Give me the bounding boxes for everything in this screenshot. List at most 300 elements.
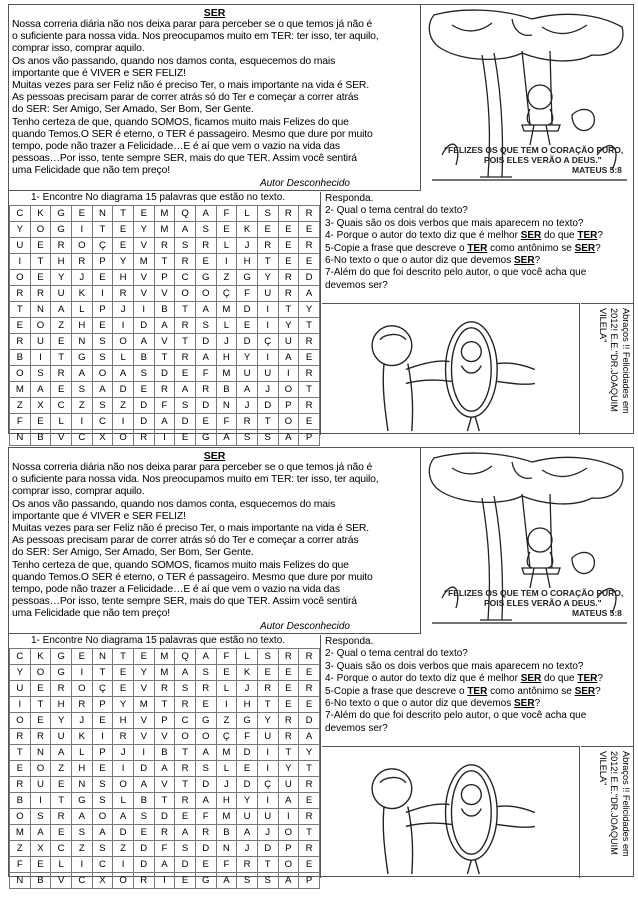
grid-cell: S <box>92 841 113 857</box>
grid-cell: A <box>195 649 216 665</box>
grid-cell: N <box>10 430 31 446</box>
question-text: 6-No texto o que o autor diz que devemos <box>325 698 515 710</box>
question-text: do que <box>541 673 578 685</box>
grid-cell: O <box>30 318 51 334</box>
grid-cell: E <box>299 414 320 430</box>
grid-cell: U <box>278 777 299 793</box>
emphasized-word: SER <box>520 673 542 685</box>
grid-cell: T <box>175 334 196 350</box>
text-line: tempo, pode não trazer a Felicidade…E é aí que vem o vazio na vida das <box>12 141 340 153</box>
text-line: do SER: Ser Amigo, Ser Amado, Ser Bom, Ser Gente. <box>12 547 254 559</box>
grid-cell: V <box>133 270 154 286</box>
grid-cell: T <box>257 414 278 430</box>
grid-cell: N <box>30 745 51 761</box>
text-line: Tenho certeza de que, quando SOMOS, ficamos muito mais Felizes do que <box>12 559 349 571</box>
grid-cell: R <box>299 649 320 665</box>
grid-cell: A <box>175 222 196 238</box>
emphasized-word: SER <box>514 255 535 267</box>
emphasized-word: SER <box>520 230 542 242</box>
girl-on-swing-drawing <box>422 5 634 191</box>
grid-cell: R <box>195 382 216 398</box>
grid-cell: S <box>71 825 92 841</box>
grid-cell: O <box>195 729 216 745</box>
question-text: ? <box>597 230 603 242</box>
text-line: importante que é VIVER e SER FELIZ! <box>12 67 186 79</box>
grid-cell: T <box>113 649 134 665</box>
grid-cell: M <box>216 302 237 318</box>
grid-cell: T <box>154 697 175 713</box>
grid-cell: R <box>71 697 92 713</box>
grid-cell: S <box>257 873 278 889</box>
grid-cell: M <box>10 825 31 841</box>
grid-cell: L <box>51 414 72 430</box>
questions-area <box>322 192 634 302</box>
grid-cell: C <box>71 873 92 889</box>
question-line <box>325 673 631 685</box>
grid-cell: E <box>10 318 31 334</box>
grid-cell: V <box>133 286 154 302</box>
grid-cell: C <box>175 713 196 729</box>
text-line: As pessoas precisam parar de correr atrás só do Ter e começar a correr atrás <box>12 92 359 104</box>
grid-cell: R <box>71 254 92 270</box>
grid-cell: D <box>133 318 154 334</box>
grid-cell: A <box>278 793 299 809</box>
grid-row <box>10 302 320 318</box>
signature-box <box>581 303 634 435</box>
grid-cell: N <box>10 873 31 889</box>
grid-cell: A <box>195 206 216 222</box>
grid-cell: L <box>216 318 237 334</box>
grid-cell: Z <box>10 398 31 414</box>
grid-cell: Z <box>71 398 92 414</box>
grid-cell: N <box>71 334 92 350</box>
grid-cell: T <box>257 254 278 270</box>
grid-cell: I <box>71 222 92 238</box>
grid-cell: Y <box>51 270 72 286</box>
grid-cell: R <box>133 430 154 446</box>
grid-cell: G <box>237 270 258 286</box>
grid-cell: G <box>71 793 92 809</box>
grid-cell: R <box>257 681 278 697</box>
text-line: pessoas…Por isso, tente sempre SER, mais do que TER. Assim você sentirá <box>12 596 357 608</box>
grid-cell: E <box>30 713 51 729</box>
grid-cell: A <box>92 825 113 841</box>
grid-cell: G <box>51 206 72 222</box>
text-line: uma Felicidade que não tem preço! <box>12 608 170 620</box>
grid-cell: E <box>278 222 299 238</box>
grid-row <box>10 825 320 841</box>
grid-cell: C <box>92 857 113 873</box>
grid-cell: D <box>237 777 258 793</box>
grid-cell: A <box>175 665 196 681</box>
grid-cell: J <box>237 841 258 857</box>
grid-row <box>10 841 320 857</box>
grid-cell: T <box>154 254 175 270</box>
grid-cell: I <box>154 873 175 889</box>
grid-cell: T <box>278 745 299 761</box>
text-line: As pessoas precisam parar de correr atrás só do Ter e começar a correr atrás <box>12 535 359 547</box>
grid-cell: E <box>278 697 299 713</box>
grid-cell: N <box>216 398 237 414</box>
grid-cell: A <box>154 414 175 430</box>
grid-cell: E <box>133 382 154 398</box>
grid-cell: T <box>299 318 320 334</box>
grid-cell: B <box>154 302 175 318</box>
grid-cell: I <box>133 302 154 318</box>
grid-cell: P <box>92 302 113 318</box>
grid-cell: O <box>10 270 31 286</box>
grid-cell: I <box>30 350 51 366</box>
grid-cell: S <box>175 398 196 414</box>
grid-cell: T <box>175 745 196 761</box>
grid-cell: I <box>216 697 237 713</box>
grid-cell: R <box>299 334 320 350</box>
grid-cell: T <box>257 697 278 713</box>
question-line <box>325 710 631 722</box>
question-text: ? <box>595 685 601 697</box>
grid-cell: C <box>51 841 72 857</box>
caption-line-1: "FELIZES OS QUE TEM O CORAÇÃO PURO, <box>444 145 624 155</box>
question-line <box>325 218 631 230</box>
question-text: ? <box>534 698 541 710</box>
grid-cell: R <box>30 286 51 302</box>
grid-cell: H <box>216 350 237 366</box>
grid-cell: E <box>71 649 92 665</box>
emphasized-word: SER <box>574 685 596 697</box>
text-title: SER <box>203 450 226 462</box>
grid-cell: T <box>113 206 134 222</box>
text-body <box>12 19 417 178</box>
grid-cell: Y <box>237 793 258 809</box>
grid-cell: Ç <box>92 238 113 254</box>
grid-cell: N <box>216 841 237 857</box>
grid-cell: T <box>30 697 51 713</box>
grid-cell: R <box>51 681 72 697</box>
grid-cell: E <box>278 254 299 270</box>
grid-cell: J <box>237 681 258 697</box>
grid-cell: A <box>30 382 51 398</box>
grid-cell: E <box>51 334 72 350</box>
grid-cell: T <box>175 302 196 318</box>
grid-cell: L <box>51 857 72 873</box>
grid-cell: A <box>51 302 72 318</box>
grid-cell: S <box>195 761 216 777</box>
grid-row <box>10 681 320 697</box>
grid-cell: F <box>195 366 216 382</box>
grid-cell: J <box>216 334 237 350</box>
grid-cell: Z <box>113 398 134 414</box>
grid-cell: I <box>113 414 134 430</box>
grid-cell: E <box>237 761 258 777</box>
grid-cell: A <box>278 350 299 366</box>
grid-cell: X <box>92 873 113 889</box>
grid-cell: V <box>154 729 175 745</box>
grid-cell: E <box>51 382 72 398</box>
grid-cell: R <box>10 777 31 793</box>
grid-cell: Y <box>113 254 134 270</box>
grid-cell: C <box>51 398 72 414</box>
grid-cell: R <box>51 366 72 382</box>
grid-row <box>10 222 320 238</box>
grid-cell: A <box>51 745 72 761</box>
grid-row <box>10 761 320 777</box>
grid-cell: I <box>113 318 134 334</box>
grid-cell: F <box>216 414 237 430</box>
grid-cell: E <box>278 665 299 681</box>
grid-cell: Y <box>299 302 320 318</box>
grid-cell: Y <box>257 270 278 286</box>
question-line <box>325 648 631 660</box>
grid-cell: G <box>71 350 92 366</box>
grid-cell: M <box>216 809 237 825</box>
text-line: Muitas vezes para ser Feliz não é preciso Ter, o mais importante na vida é SER. <box>12 523 369 535</box>
grid-cell: S <box>133 366 154 382</box>
grid-cell: H <box>237 697 258 713</box>
grid-cell: R <box>154 825 175 841</box>
grid-cell: P <box>278 841 299 857</box>
grid-cell: V <box>133 681 154 697</box>
grid-cell: S <box>175 841 196 857</box>
grid-cell: C <box>10 649 31 665</box>
grid-cell: E <box>92 761 113 777</box>
grid-cell: S <box>257 430 278 446</box>
text-line: o suficiente para nossa vida. Nos preocupamos muito em TER: ter isso, ter aquilo, <box>12 31 379 43</box>
grid-cell: R <box>299 238 320 254</box>
grid-cell: J <box>71 270 92 286</box>
grid-cell: I <box>71 665 92 681</box>
grid-cell: Y <box>10 222 31 238</box>
grid-cell: S <box>92 398 113 414</box>
question-text: 5-Copie a frase que descreve o <box>325 242 468 254</box>
grid-row <box>10 334 320 350</box>
grid-cell: R <box>10 334 31 350</box>
grid-cell: B <box>216 382 237 398</box>
grid-cell: Ç <box>257 777 278 793</box>
grid-cell: D <box>133 761 154 777</box>
grid-cell: O <box>30 222 51 238</box>
question-text: 4- Porque o autor do texto diz que é melhor <box>325 230 521 242</box>
grid-cell: F <box>154 398 175 414</box>
grid-cell: A <box>71 366 92 382</box>
grid-cell: E <box>299 793 320 809</box>
grid-cell: A <box>278 873 299 889</box>
grid-cell: E <box>299 350 320 366</box>
grid-cell: I <box>10 697 31 713</box>
grid-cell: S <box>237 430 258 446</box>
question-text: Responda. <box>325 193 374 204</box>
grid-row <box>10 665 320 681</box>
text-title: SER <box>203 7 226 19</box>
text-line: Tenho certeza de que, quando SOMOS, ficamos muito mais Felizes do que <box>12 116 349 128</box>
grid-cell: Z <box>113 841 134 857</box>
grid-cell: O <box>30 761 51 777</box>
caption-line-3: MATEUS 5:8 <box>572 608 622 618</box>
grid-cell: E <box>299 665 320 681</box>
grid-cell: J <box>257 382 278 398</box>
grid-cell: V <box>51 430 72 446</box>
signature-box <box>581 746 634 878</box>
grid-cell: T <box>278 302 299 318</box>
grid-cell: Y <box>51 713 72 729</box>
grid-cell: L <box>71 745 92 761</box>
grid-cell: F <box>237 286 258 302</box>
text-line: comprar isso, comprar aquilo. <box>12 486 145 498</box>
text-line: Os anos vão passando, quando nos damos conta, esquecemos do mais <box>12 498 336 510</box>
grid-cell: P <box>92 697 113 713</box>
grid-cell: R <box>133 873 154 889</box>
grid-cell: X <box>30 841 51 857</box>
grid-cell: T <box>10 302 31 318</box>
grid-cell: E <box>92 713 113 729</box>
grid-cell: D <box>237 334 258 350</box>
question-line <box>325 698 631 710</box>
swing-illustration <box>422 448 634 634</box>
grid-cell: P <box>154 270 175 286</box>
grid-cell: A <box>92 382 113 398</box>
grid-cell: O <box>278 825 299 841</box>
grid-cell: Y <box>278 761 299 777</box>
grid-cell: V <box>154 777 175 793</box>
worksheet-section-2 <box>8 447 634 886</box>
grid-cell: M <box>10 382 31 398</box>
grid-cell: O <box>92 366 113 382</box>
grid-cell: U <box>51 286 72 302</box>
question-text: 7-Além do que foi descrito pelo autor, o que você acha que <box>325 267 587 279</box>
grid-cell: S <box>30 809 51 825</box>
grid-cell: P <box>92 745 113 761</box>
grid-cell: V <box>133 713 154 729</box>
question-text: devemos ser? <box>325 722 388 734</box>
grid-cell: R <box>154 382 175 398</box>
grid-row <box>10 414 320 430</box>
grid-cell: E <box>299 222 320 238</box>
question-line <box>325 255 631 267</box>
grid-cell: D <box>195 777 216 793</box>
grid-cell: A <box>195 745 216 761</box>
grid-cell: E <box>30 414 51 430</box>
grid-cell: O <box>113 777 134 793</box>
grid-cell: E <box>175 430 196 446</box>
grid-cell: A <box>195 302 216 318</box>
grid-cell: G <box>195 270 216 286</box>
grid-cell: F <box>10 414 31 430</box>
grid-cell: B <box>133 350 154 366</box>
grid-cell: S <box>71 382 92 398</box>
grid-cell: B <box>30 873 51 889</box>
word-search-area <box>9 192 321 443</box>
grid-cell: S <box>195 222 216 238</box>
boy-with-mirror-drawing <box>322 747 579 878</box>
grid-cell: E <box>71 206 92 222</box>
grid-cell: R <box>257 238 278 254</box>
emphasized-word: TER <box>467 685 488 697</box>
grid-cell: T <box>51 793 72 809</box>
grid-cell: E <box>299 697 320 713</box>
grid-cell: I <box>257 761 278 777</box>
grid-row <box>10 857 320 873</box>
grid-cell: P <box>154 713 175 729</box>
grid-cell: Q <box>175 649 196 665</box>
grid-cell: R <box>278 206 299 222</box>
grid-cell: H <box>113 713 134 729</box>
question-line <box>325 243 631 255</box>
grid-cell: A <box>195 793 216 809</box>
grid-row <box>10 366 320 382</box>
grid-cell: E <box>10 761 31 777</box>
grid-cell: H <box>71 318 92 334</box>
grid-cell: E <box>175 366 196 382</box>
grid-cell: L <box>113 793 134 809</box>
grid-cell: R <box>175 350 196 366</box>
grid-cell: S <box>257 649 278 665</box>
grid-cell: D <box>257 398 278 414</box>
grid-cell: C <box>175 270 196 286</box>
grid-row <box>10 398 320 414</box>
grid-cell: R <box>195 238 216 254</box>
grid-cell: S <box>237 873 258 889</box>
question-text: ? <box>534 255 541 267</box>
grid-cell: T <box>299 761 320 777</box>
grid-cell: T <box>92 222 113 238</box>
emphasized-word: SER <box>514 698 535 710</box>
grid-cell: E <box>30 270 51 286</box>
grid-cell: Ç <box>257 334 278 350</box>
grid-cell: O <box>195 286 216 302</box>
grid-cell: C <box>10 206 31 222</box>
grid-cell: S <box>92 350 113 366</box>
grid-cell: D <box>299 713 320 729</box>
grid-cell: A <box>30 825 51 841</box>
grid-cell: I <box>71 414 92 430</box>
grid-row <box>10 809 320 825</box>
grid-cell: A <box>237 825 258 841</box>
grid-cell: F <box>237 729 258 745</box>
grid-cell: R <box>30 729 51 745</box>
grid-cell: E <box>92 270 113 286</box>
question-text: 2- Qual o tema central do texto? <box>325 648 468 660</box>
grid-cell: Y <box>278 318 299 334</box>
grid-cell: R <box>10 286 31 302</box>
grid-cell: D <box>237 302 258 318</box>
grid-cell: E <box>133 206 154 222</box>
grid-cell: A <box>154 761 175 777</box>
grid-row <box>10 430 320 446</box>
emphasized-word: TER <box>577 230 598 242</box>
question-line <box>325 193 631 205</box>
grid-cell: U <box>51 729 72 745</box>
grid-cell: E <box>257 665 278 681</box>
grid-cell: Ç <box>92 681 113 697</box>
grid-cell: L <box>216 238 237 254</box>
grid-cell: R <box>175 254 196 270</box>
grid-cell: B <box>133 793 154 809</box>
grid-cell: N <box>92 649 113 665</box>
grid-cell: U <box>278 334 299 350</box>
grid-cell: J <box>216 777 237 793</box>
grid-cell: O <box>113 873 134 889</box>
reading-text-box <box>9 448 421 634</box>
grid-cell: I <box>257 745 278 761</box>
grid-cell: R <box>299 398 320 414</box>
grid-cell: Ç <box>216 286 237 302</box>
grid-cell: E <box>237 318 258 334</box>
question-text: ? <box>597 673 603 685</box>
caption-line-3: MATEUS 5:8 <box>572 165 622 175</box>
grid-cell: A <box>195 350 216 366</box>
grid-row <box>10 873 320 889</box>
grid-row <box>10 729 320 745</box>
grid-cell: J <box>257 825 278 841</box>
